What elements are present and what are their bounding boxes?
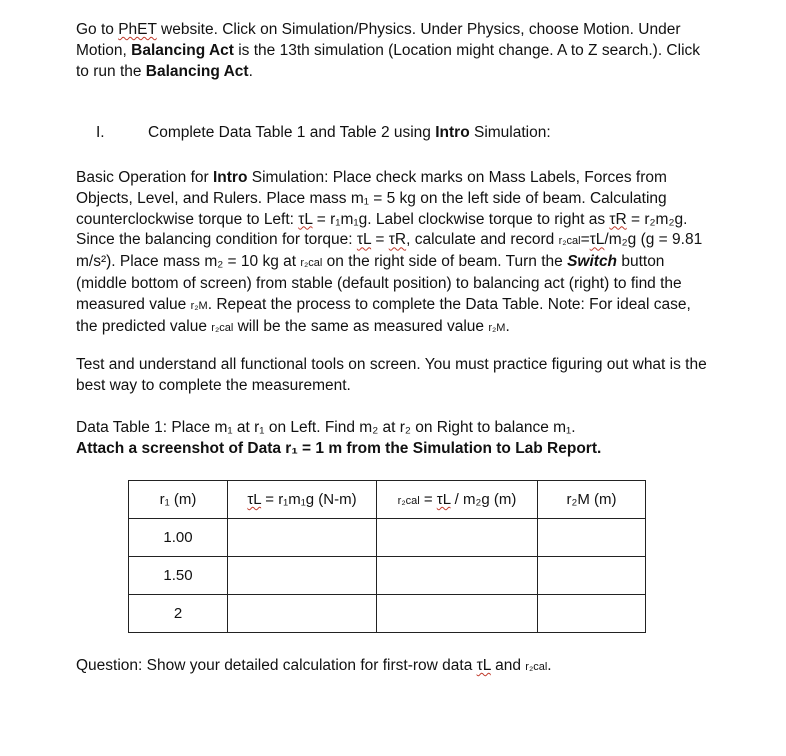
test-note: Test and understand all functional tools on screen. You must practice figuring out what is the best way to complete the measurement.	[76, 356, 707, 394]
section-title: Complete Data Table 1 and Table 2 using Intro Simulation:	[148, 124, 551, 141]
header-r1: r₁ (m)	[129, 481, 228, 519]
header-r2m: r₂M (m)	[538, 481, 646, 519]
r2m-cell[interactable]	[538, 519, 646, 557]
table1-attach-note: Attach a screenshot of Data r₁ = 1 m from the Simulation to Lab Report.	[76, 440, 602, 457]
phet-link[interactable]: PhET	[118, 21, 157, 38]
basic-operation-paragraph: Basic Operation for Intro Simulation: Place check marks on Mass Labels, Forces from Objects, Level, and Rulers. Place mass m₁ = 5 kg on the left side of beam. Calculating counterclockwise torque to Left: τL = r₁m₁g. Label clockwise torque to right as τR = r₂m₂g. Since the balancing condition for torque: τL = τR, calculate and record r₂cal=τL/m₂g (g = 9.81 m/s²). Place mass m₂ = 10 kg at r₂cal on the right side of beam. Turn the Switch button (middle bottom of screen) from stable (default position) to balancing act (right) to find the measured value r₂M. Repeat the process to complete the Data Table. Note: For ideal case, the predicted value r₂cal will be the same as measured value r₂M.	[76, 169, 703, 335]
table-row	[129, 519, 646, 557]
tau-l-cell[interactable]	[228, 557, 377, 595]
instructions-intro: Go to PhET website. Click on Simulation/Physics. Under Physics, choose Motion. Under Motion, Balancing Act is the 13th simulation (Location might change. A to Z search.). Click to run the Balancing Act.	[76, 21, 701, 80]
header-tau-l: τL = r₁m₁g (N-m)	[228, 481, 377, 519]
table-header-row	[129, 481, 646, 519]
r2cal-cell[interactable]	[377, 557, 538, 595]
question: Question: Show your detailed calculation for first-row data τL and r₂cal.	[76, 657, 552, 674]
r1-value: 1.00	[129, 519, 228, 557]
table-row	[129, 595, 646, 633]
balancing-act-bold-2: Balancing Act	[145, 62, 249, 80]
section-numeral: I.	[96, 124, 105, 141]
header-r2cal: r₂cal = τL / m₂g (m)	[377, 481, 538, 519]
table-row	[129, 557, 646, 595]
r2m-cell[interactable]	[538, 595, 646, 633]
table1-caption: Data Table 1: Place m₁ at r₁ on Left. Find m₂ at r₂ on Right to balance m₁.	[76, 419, 576, 436]
r2m-cell[interactable]	[538, 557, 646, 595]
balancing-act-bold: Balancing Act	[131, 41, 234, 59]
tau-l-cell[interactable]	[228, 519, 377, 557]
tau-l-cell[interactable]	[228, 595, 377, 633]
data-table-1	[128, 480, 646, 633]
r2cal-cell[interactable]	[377, 519, 538, 557]
r1-value: 2	[129, 595, 228, 633]
r2cal-cell[interactable]	[377, 595, 538, 633]
r1-value: 1.50	[129, 557, 228, 595]
